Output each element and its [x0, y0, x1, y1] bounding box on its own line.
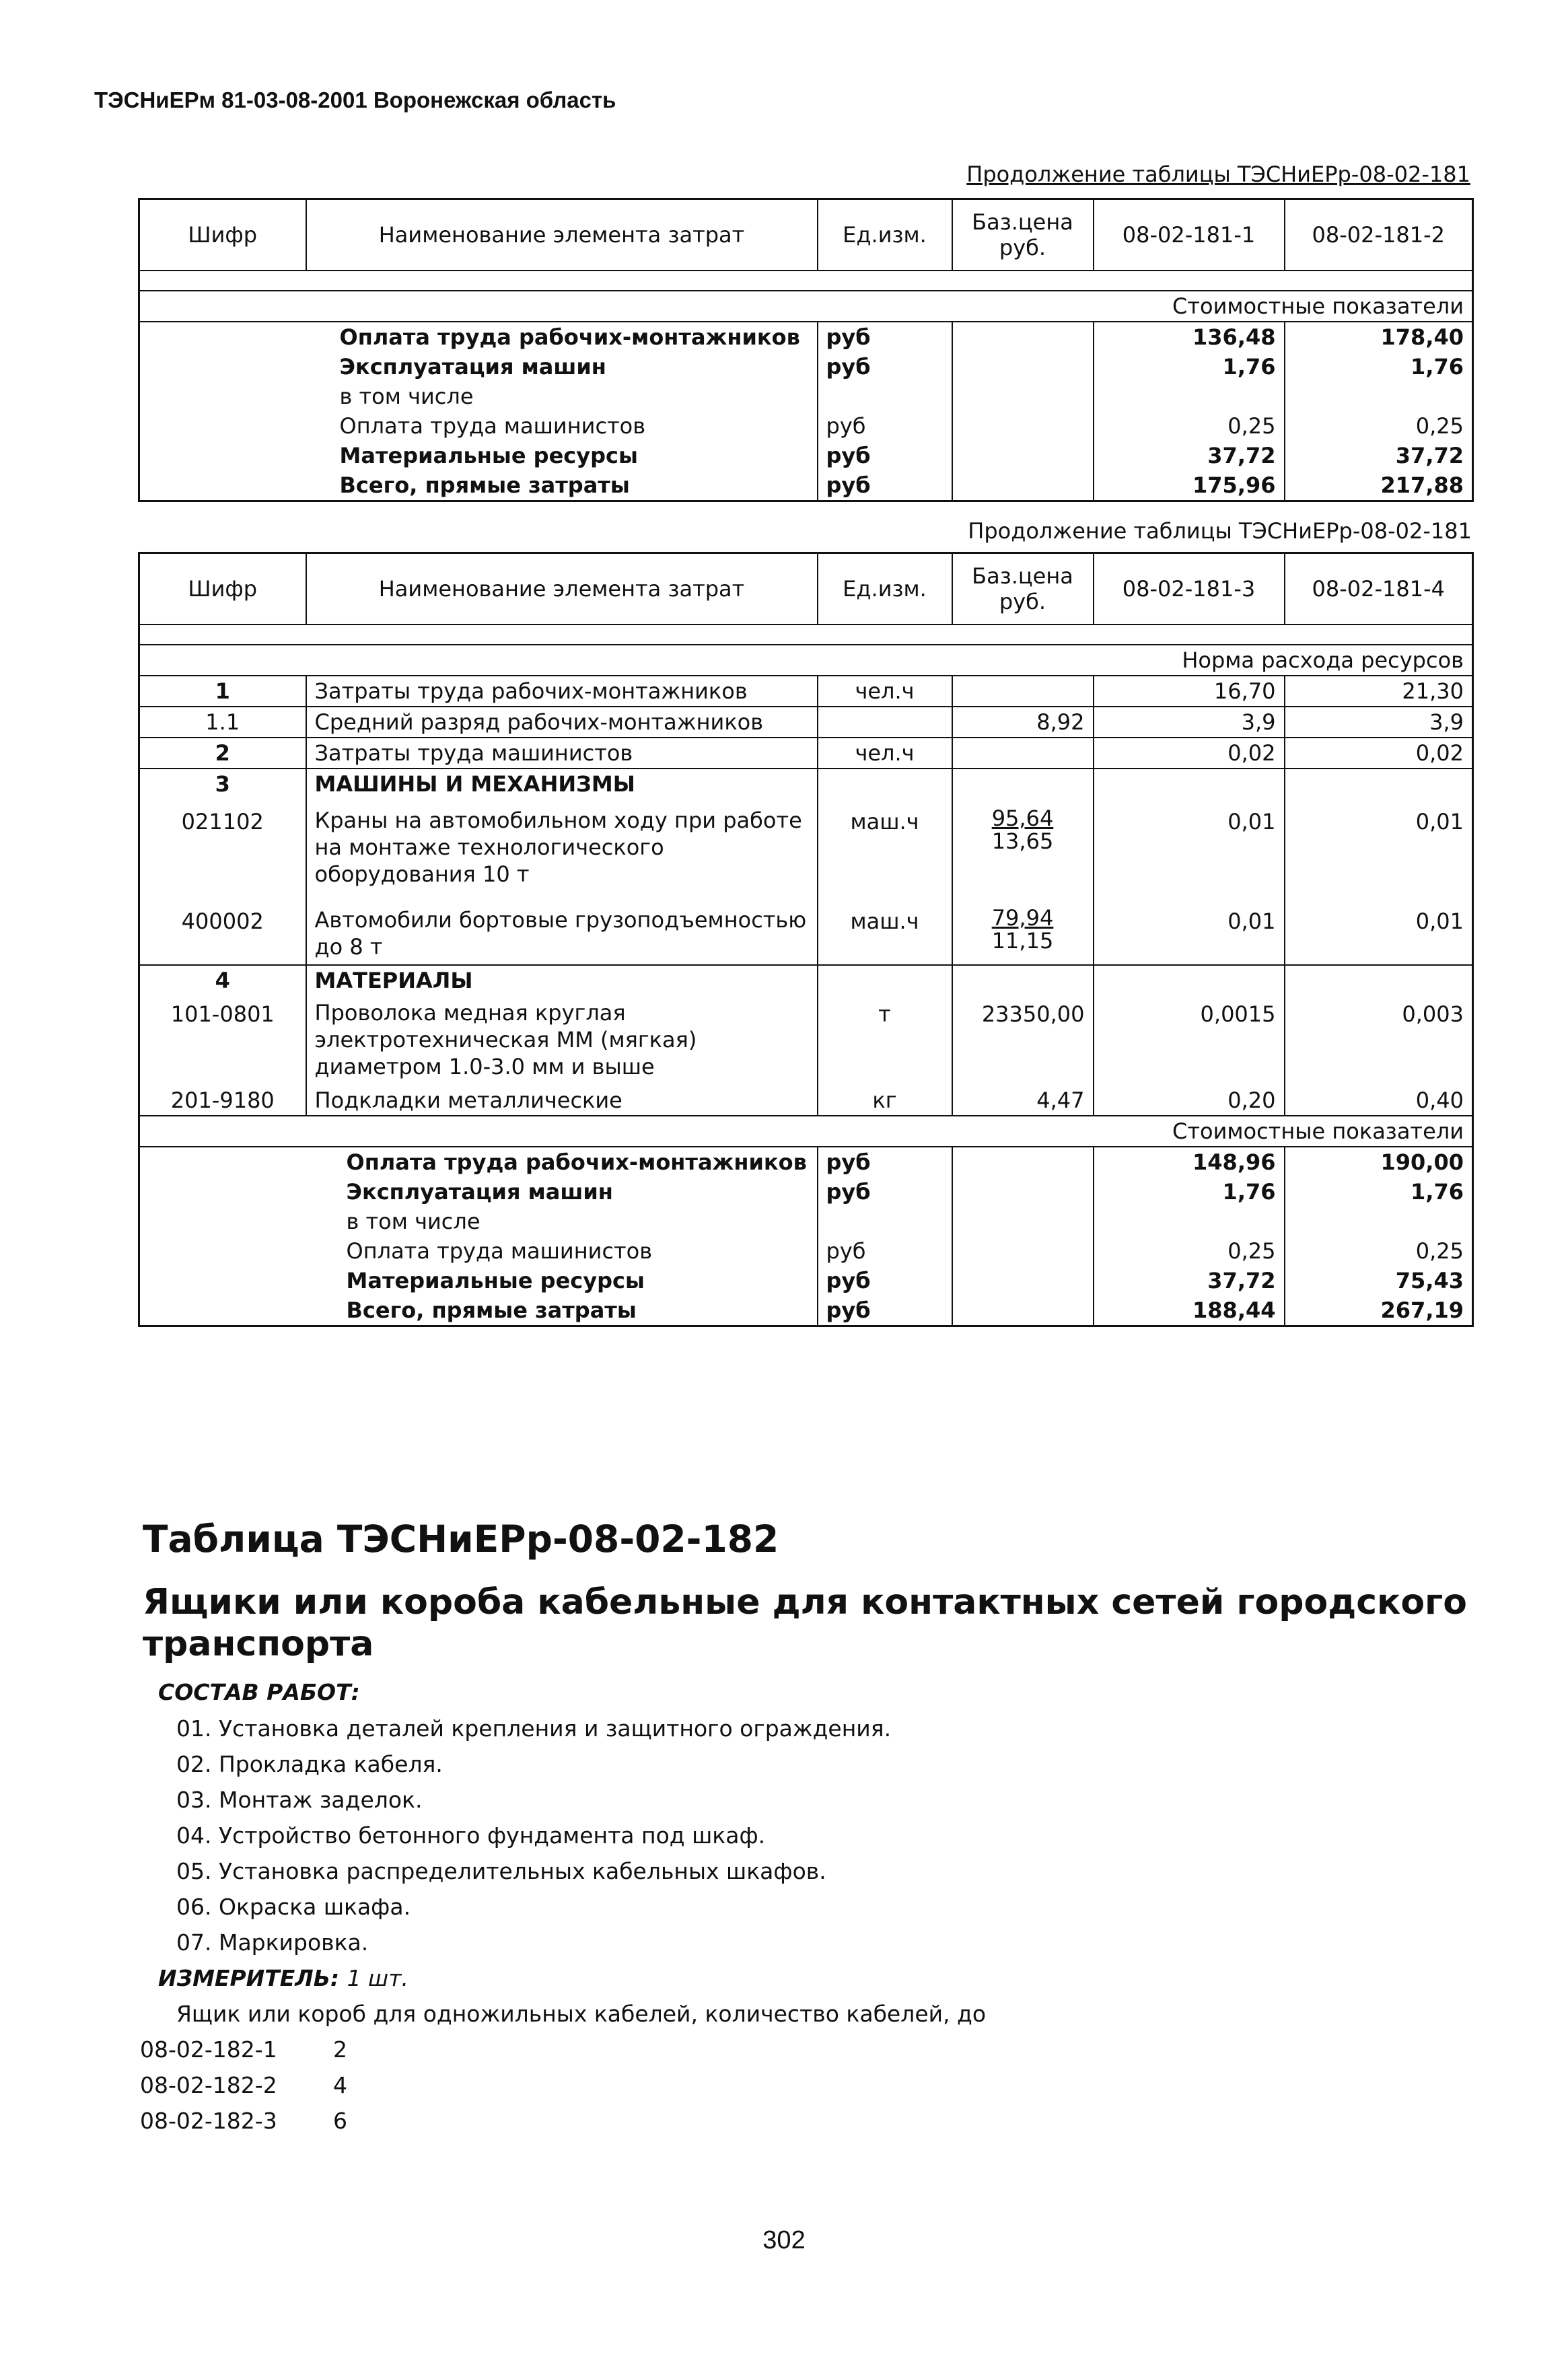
row-value-2: 178,40 [1285, 322, 1473, 352]
row-name: Автомобили бортовые грузоподъемностью до 8 т [306, 894, 818, 965]
row-price [952, 738, 1094, 769]
list-item: 06. Окраска шкафа. [176, 1894, 411, 1920]
col-unit-header: Ед.изм. [818, 553, 952, 625]
row-name: Эксплуатация машин [346, 1179, 613, 1205]
row-name: Материальные ресурсы [339, 443, 638, 468]
row-unit: чел.ч [818, 738, 952, 769]
row-value-1: 3,9 [1094, 707, 1285, 738]
table-row [139, 382, 1473, 411]
row-price-pair [952, 799, 1094, 894]
page-number: 302 [762, 2226, 806, 2254]
section-cost-indicators: Стоимостные показатели [139, 1116, 1473, 1147]
table-row [139, 1085, 1473, 1116]
row-value-1: 0,20 [1094, 1085, 1285, 1116]
row-name: Оплата труда машинистов [346, 1238, 653, 1264]
row-name: Оплата труда рабочих-монтажников [346, 1149, 807, 1175]
continuation-caption-b: Продолжение таблицы ТЭСНиЕРр-08-02-181 [968, 518, 1472, 544]
row-unit: руб [818, 1177, 952, 1207]
row-unit: чел.ч [818, 676, 952, 707]
row-value-2: 190,00 [1285, 1147, 1473, 1177]
resource-table-b [138, 552, 1474, 1327]
row-unit: руб [818, 352, 952, 382]
row-code: 101-0801 [170, 1001, 275, 1027]
row-price-top: 79,94 [991, 905, 1054, 931]
row-value-2: 0,25 [1285, 1236, 1473, 1266]
row-price [952, 676, 1094, 707]
list-item: 05. Установка распределительных кабельных шкафов. [176, 1858, 826, 1884]
list-item: 03. Монтаж заделок. [176, 1787, 423, 1813]
table-title: Таблица ТЭСНиЕРр-08-02-182 [143, 1518, 779, 1561]
meter-label: ИЗМЕРИТЕЛЬ: 1 шт. [158, 1965, 408, 1991]
item-code: 08-02-182-1 [140, 2036, 277, 2063]
row-unit: руб [818, 470, 952, 501]
col-variant-1-header: 08-02-181-1 [1094, 199, 1285, 271]
col-variant-2-header: 08-02-181-2 [1285, 199, 1473, 271]
col-code-header: Шифр [139, 199, 306, 271]
table-row [139, 1295, 1473, 1326]
row-value-1: 0,01 [1094, 799, 1285, 894]
table-row [139, 769, 1473, 799]
row-name: МАШИНЫ И МЕХАНИЗМЫ [306, 769, 818, 799]
item-description: Ящик или короб для одножильных кабелей, количество кабелей, до [176, 2001, 987, 2027]
row-value-2: 0,25 [1285, 411, 1473, 441]
row-value-2: 37,72 [1285, 441, 1473, 470]
item-count: 2 [333, 2036, 347, 2063]
row-unit: маш.ч [818, 894, 952, 965]
table-row [139, 965, 1473, 995]
row-price: 8,92 [952, 707, 1094, 738]
row-name: Проволока медная круглая электротехническая ММ (мягкая) диаметром 1.0-3.0 мм и выше [306, 995, 818, 1085]
table-row [139, 1177, 1473, 1207]
row-value-1: 188,44 [1094, 1295, 1285, 1326]
row-code: 1.1 [139, 707, 306, 738]
row-name: Средний разряд рабочих-монтажников [306, 707, 818, 738]
table-row [139, 676, 1473, 707]
list-item: 07. Маркировка. [176, 1929, 369, 1956]
row-value-2: 0,01 [1285, 799, 1473, 894]
row-value-1: 0,0015 [1094, 995, 1285, 1085]
row-price-bottom: 11,15 [991, 928, 1054, 954]
col-name-header: Наименование элемента затрат [306, 199, 818, 271]
row-price: 4,47 [952, 1085, 1094, 1116]
row-name: в том числе [339, 384, 474, 409]
row-value-1: 37,72 [1094, 441, 1285, 470]
row-value-2: 0,40 [1285, 1085, 1473, 1116]
row-price-bottom: 13,65 [991, 828, 1054, 854]
table-row [139, 1147, 1473, 1177]
row-code: 400002 [139, 894, 306, 965]
row-name: в том числе [346, 1209, 480, 1234]
table-row [139, 995, 1473, 1085]
row-value-2: 3,9 [1285, 707, 1473, 738]
col-unit-header: Ед.изм. [818, 199, 952, 271]
row-value-1: 0,01 [1094, 894, 1285, 965]
row-unit [818, 707, 952, 738]
row-name: МАТЕРИАЛЫ [306, 965, 818, 995]
table-row [139, 1207, 1473, 1236]
col-variant-4-header: 08-02-181-4 [1285, 553, 1473, 625]
table-header-row [139, 199, 1473, 271]
row-value-2: 267,19 [1285, 1295, 1473, 1326]
row-unit: руб [818, 1147, 952, 1177]
section-resource-norms: Норма расхода ресурсов [139, 645, 1473, 676]
row-unit: руб [818, 1236, 952, 1266]
table-row [139, 352, 1473, 382]
row-value-2: 0,02 [1285, 738, 1473, 769]
row-name: Затраты труда рабочих-монтажников [306, 676, 818, 707]
col-name-header: Наименование элемента затрат [306, 553, 818, 625]
table-row [139, 738, 1473, 769]
row-value-2: 75,43 [1285, 1266, 1473, 1295]
row-name: Материальные ресурсы [346, 1268, 645, 1293]
row-value-1: 175,96 [1094, 470, 1285, 501]
row-value-1: 0,02 [1094, 738, 1285, 769]
row-unit: руб [818, 322, 952, 352]
row-value-1: 148,96 [1094, 1147, 1285, 1177]
works-label: СОСТАВ РАБОТ: [158, 1679, 360, 1705]
list-item: 01. Установка деталей крепления и защитного ограждения. [176, 1715, 892, 1742]
table-row [139, 441, 1473, 470]
row-value-2: 0,003 [1285, 995, 1473, 1085]
row-unit: руб [818, 1295, 952, 1326]
row-unit: руб [818, 1266, 952, 1295]
col-code-header: Шифр [139, 553, 306, 625]
cost-table-a [138, 198, 1474, 502]
row-unit: руб [818, 411, 952, 441]
table-row [139, 470, 1473, 501]
row-value-1: 0,25 [1094, 1236, 1285, 1266]
row-value-2: 21,30 [1285, 676, 1473, 707]
row-unit: руб [818, 441, 952, 470]
row-value-2: 0,01 [1285, 894, 1473, 965]
row-code: 4 [215, 968, 230, 993]
table-row [139, 799, 1473, 894]
list-item: 02. Прокладка кабеля. [176, 1751, 443, 1777]
row-name: Оплата труда машинистов [339, 413, 646, 439]
row-code: 201-9180 [170, 1087, 275, 1113]
item-code: 08-02-182-2 [140, 2072, 277, 2098]
table-row [139, 707, 1473, 738]
row-name: Подкладки металлические [306, 1085, 818, 1116]
row-code: 1 [139, 676, 306, 707]
row-price-pair [952, 894, 1094, 965]
col-price-header: Баз.цена руб. [952, 199, 1094, 271]
row-unit: маш.ч [818, 799, 952, 894]
row-name: Всего, прямые затраты [339, 472, 630, 498]
row-price-top: 95,64 [991, 806, 1054, 831]
row-value-1: 1,76 [1094, 352, 1285, 382]
list-item: 04. Устройство бетонного фундамента под шкаф. [176, 1822, 766, 1849]
table-header-row [139, 553, 1473, 625]
item-count: 4 [333, 2072, 347, 2098]
section-cost-indicators: Стоимостные показатели [139, 291, 1473, 322]
row-value-1: 37,72 [1094, 1266, 1285, 1295]
item-code: 08-02-182-3 [140, 2108, 277, 2134]
row-name: Оплата труда рабочих-монтажников [339, 324, 800, 350]
meter-value: 1 шт. [347, 1965, 408, 1991]
row-code: 2 [139, 738, 306, 769]
col-variant-3-header: 08-02-181-3 [1094, 553, 1285, 625]
row-unit: т [818, 995, 952, 1085]
row-value-2: 217,88 [1285, 470, 1473, 501]
item-count: 6 [333, 2108, 347, 2134]
running-title: ТЭСНиЕРм 81-03-08-2001 Воронежская область [94, 87, 616, 112]
row-value-2: 1,76 [1285, 1177, 1473, 1207]
table-row [139, 1266, 1473, 1295]
table-row [139, 894, 1473, 965]
row-value-1: 1,76 [1094, 1177, 1285, 1207]
row-value-1: 0,25 [1094, 411, 1285, 441]
table-subtitle: Ящики или короба кабельные для контактных сетей городского транспорта [143, 1582, 1467, 1664]
table-row [139, 1236, 1473, 1266]
col-price-header: Баз.цена руб. [952, 553, 1094, 625]
row-name: Эксплуатация машин [339, 354, 606, 380]
row-code: 021102 [181, 809, 264, 834]
row-code: 3 [215, 771, 230, 797]
continuation-caption-a: Продолжение таблицы ТЭСНиЕРр-08-02-181 [966, 162, 1470, 187]
row-name: Краны на автомобильном ходу при работе на монтаже технологического оборудования 10 т [306, 799, 818, 894]
row-value-2: 1,76 [1285, 352, 1473, 382]
row-name: Всего, прямые затраты [346, 1297, 637, 1323]
table-row [139, 322, 1473, 352]
row-value-1: 16,70 [1094, 676, 1285, 707]
row-name: Затраты труда машинистов [306, 738, 818, 769]
row-value-1: 136,48 [1094, 322, 1285, 352]
row-unit: кг [818, 1085, 952, 1116]
table-row [139, 411, 1473, 441]
row-price: 23350,00 [952, 995, 1094, 1085]
